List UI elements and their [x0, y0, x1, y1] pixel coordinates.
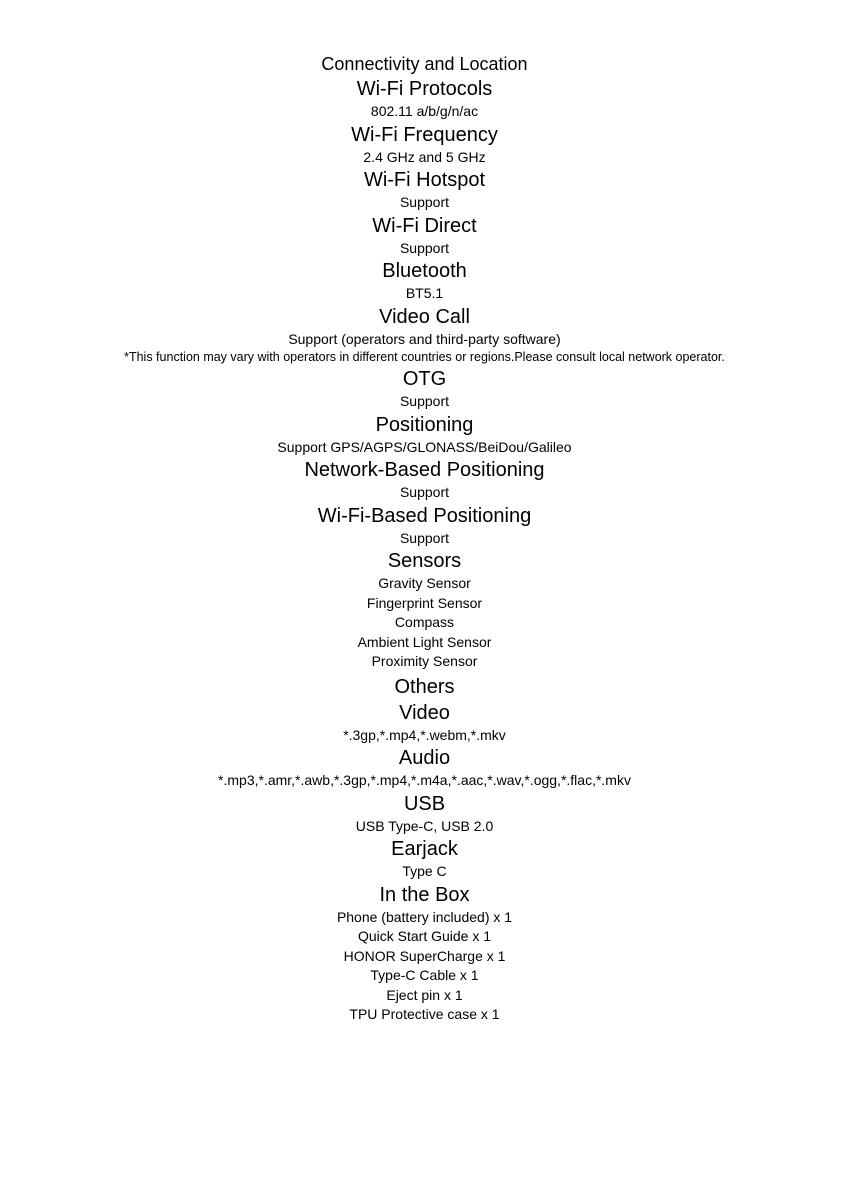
- section-value: Compass: [394, 614, 455, 630]
- section-footnote: *This function may vary with operators in different countries or regions.Please consult local network operator.: [124, 350, 725, 364]
- spec-section-bluetooth: [0, 258, 849, 304]
- others-heading: Others: [394, 675, 455, 698]
- section-heading: Audio: [398, 747, 451, 769]
- spec-section-wifi-hotspot: [0, 167, 849, 213]
- section-value: 2.4 GHz and 5 GHz: [363, 148, 486, 165]
- section-heading: OTG: [402, 368, 447, 390]
- spec-section-wifi-protocols: [0, 76, 849, 122]
- section-value: Support: [399, 239, 450, 256]
- spec-section-wifi-direct: [0, 213, 849, 259]
- section-heading: Wi-Fi Direct: [372, 214, 477, 237]
- section-value: Support GPS/AGPS/GLONASS/BeiDou/Galileo: [277, 438, 572, 455]
- box-item: Type-C Cable x 1: [370, 967, 479, 983]
- section-heading: Wi-Fi-Based Positioning: [317, 504, 532, 527]
- box-item: Eject pin x 1: [386, 986, 463, 1003]
- section-value: Support: [399, 529, 450, 546]
- section-value: Type C: [402, 863, 447, 879]
- section-heading: Earjack: [391, 838, 458, 860]
- section-value: BT5.1: [405, 285, 444, 301]
- section-heading: Wi-Fi Protocols: [356, 78, 493, 100]
- section-heading: In the Box: [379, 883, 470, 906]
- section-heading: Positioning: [375, 413, 474, 436]
- box-item: Quick Start Guide x 1: [357, 928, 492, 944]
- section-heading: Wi-Fi Frequency: [351, 123, 498, 146]
- spec-section-network-positioning: [0, 457, 849, 503]
- spec-section-otg: [0, 366, 849, 412]
- section-value: Proximity Sensor: [371, 653, 478, 669]
- section-value: Support: [399, 484, 450, 500]
- section-value: Support (operators and third-party software): [288, 330, 561, 347]
- section-value: *.3gp,*.mp4,*.webm,*.mkv: [343, 726, 506, 743]
- section-heading: Video Call: [379, 305, 470, 328]
- section-heading: Video: [399, 701, 450, 724]
- section-heading: USB: [403, 792, 446, 815]
- spec-section-wifi-frequency: [0, 122, 849, 168]
- spec-section-earjack: [0, 836, 849, 882]
- document-title: Connectivity and Location: [321, 54, 528, 74]
- section-heading: Wi-Fi Hotspot: [363, 169, 486, 191]
- section-value: Ambient Light Sensor: [357, 633, 492, 650]
- spec-section-audio: [0, 745, 849, 791]
- spec-section-video: [0, 700, 849, 746]
- section-value: Support: [399, 194, 450, 210]
- spec-section-sensors: [0, 548, 849, 672]
- spec-section-in-the-box: [0, 882, 849, 1025]
- spec-section-usb: [0, 791, 849, 837]
- section-heading: Sensors: [387, 550, 462, 572]
- section-heading: Bluetooth: [382, 260, 467, 282]
- box-item: Phone (battery included) x 1: [336, 908, 513, 925]
- section-value: 802.11 a/b/g/n/ac: [370, 103, 479, 119]
- spec-section-wifi-positioning: [0, 503, 849, 549]
- spec-section-video-call: [0, 304, 849, 367]
- spec-section-positioning: [0, 412, 849, 458]
- section-heading: Network-Based Positioning: [304, 459, 545, 481]
- section-value: Support: [399, 393, 450, 409]
- section-value: *.mp3,*.amr,*.awb,*.3gp,*.mp4,*.m4a,*.aac,*.wav,*.ogg,*.flac,*.mkv: [218, 772, 631, 788]
- box-item: HONOR SuperCharge x 1: [343, 947, 506, 964]
- section-value: USB Type-C, USB 2.0: [355, 817, 494, 834]
- section-value: Fingerprint Sensor: [366, 594, 483, 611]
- section-value: Gravity Sensor: [378, 575, 471, 591]
- box-item: TPU Protective case x 1: [349, 1006, 500, 1022]
